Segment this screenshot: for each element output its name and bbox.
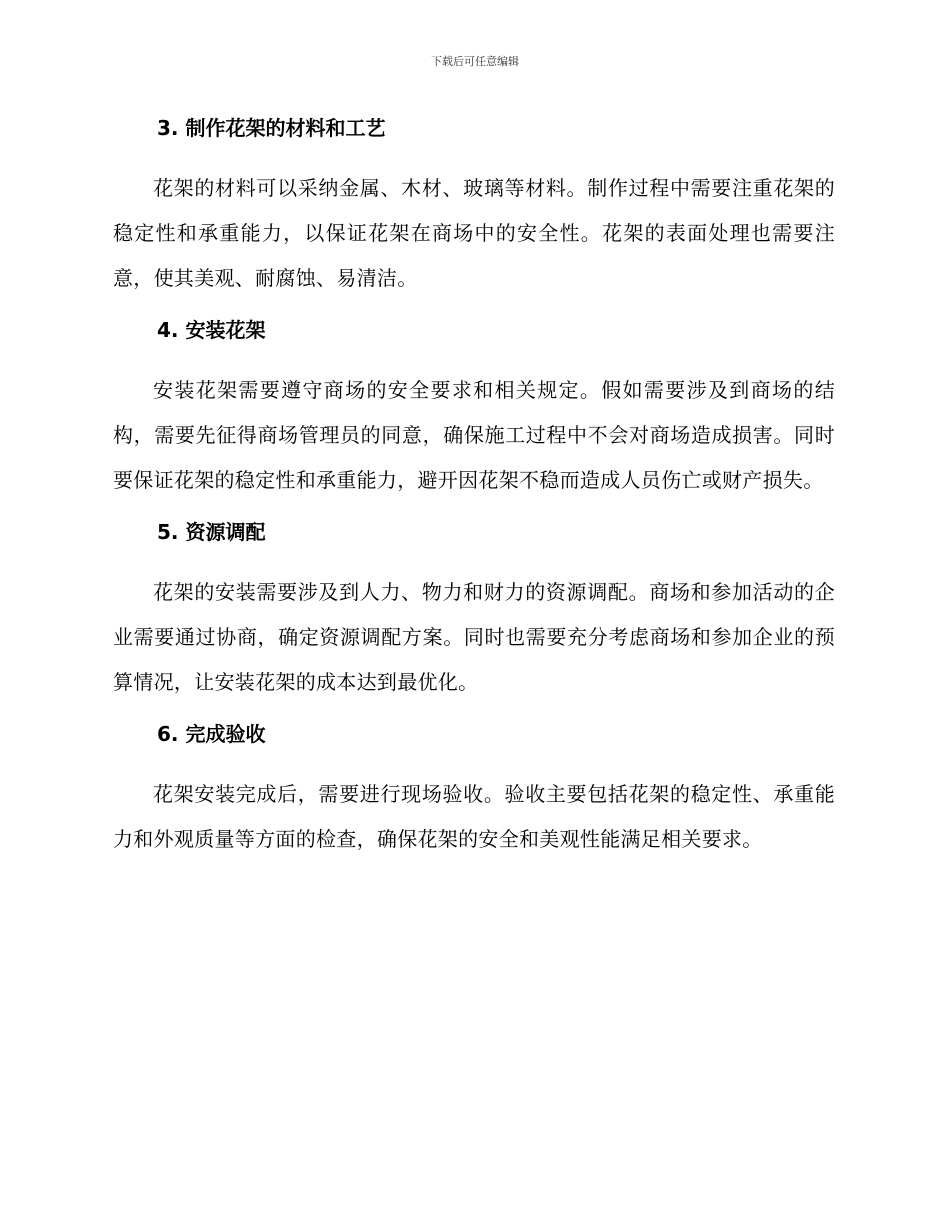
section-materials [113,110,835,301]
page-header-note: 下载后可任意编辑 [431,55,519,68]
section-heading: 4. 安装花架 [157,318,266,342]
section-paragraph: 花架安装完成后，需要进行现场验收。验收主要包括花架的稳定性、承重能力和外观质量等方面的检查，确保花架的安全和美观性能满足相关要求。 [113,782,835,851]
section-resources [113,514,835,705]
section-paragraph: 花架的材料可以采纳金属、木材、玻璃等材料。制作过程中需要注重花架的稳定性和承重能力，以保证花架在商场中的安全性。花架的表面处理也需要注意，使其美观、耐腐蚀、易清洁。 [113,176,835,290]
section-paragraph: 花架的安装需要涉及到人力、物力和财力的资源调配。商场和参加活动的企业需要通过协商，确定资源调配方案。同时也需要充分考虑商场和参加企业的预算情况，让安装花架的成本达到最优化。 [113,580,835,694]
section-heading: 3. 制作花架的材料和工艺 [157,116,386,140]
section-heading: 5. 资源调配 [157,520,266,544]
document-content [113,110,835,873]
section-paragraph: 安装花架需要遵守商场的安全要求和相关规定。假如需要涉及到商场的结构，需要先征得商场管理员的同意，确保施工过程中不会对商场造成损害。同时要保证花架的稳定性和承重能力，避开因花架不稳而造成人员伤亡或财产损失。 [113,378,835,492]
section-acceptance [113,716,835,862]
section-heading: 6. 完成验收 [157,722,266,746]
section-installation [113,312,835,503]
